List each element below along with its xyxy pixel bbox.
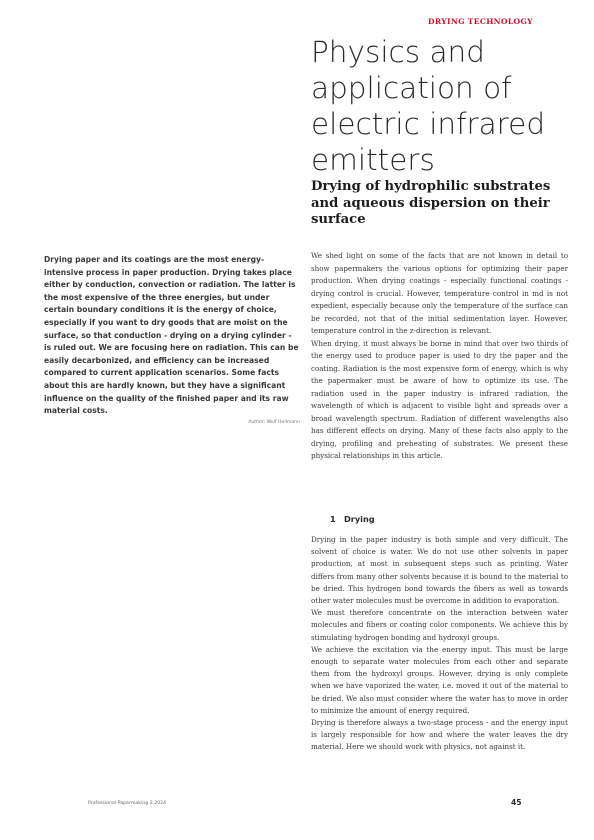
article-title: Physics and application of electric infrared emitters (311, 35, 546, 177)
body-paragraph: We achieve the excitation via the energy input. This must be large enough to separate water molecules from each other and separate them from the hydroxyl groups. However, drying is only complete when we have vaporized the water, i.e. moved it out of the material to be dried. We also must consider where the water has to move in order to minimize the amount of energy required. (311, 644, 568, 715)
body-paragraph: Drying in the paper industry is both simple and very difficult. The solvent of choice is water. We do not use other solvents in paper production, at most in subsequent steps such as printing. Water differs from many other solvents because it is bound to the material to be dried. This hydrogen bond towards the fibers as well as towards other water molecules must be overcome in addition to evaporation. (311, 535, 568, 606)
section-number: 1 (330, 514, 336, 524)
intro-paragraph: We shed light on some of the facts that are not known in detail to show papermakers the various options for optimizing their paper production. When drying coatings - especially functional coatings - drying control is crucial. However, temperature control in md is not expedient, especially because only the temperature of the surface can be recorded, not that of the initial sedimentation layer. However, temperature control in the z-direction is relevant. (311, 251, 568, 335)
body-paragraph: Drying is therefore always a two-stage process - and the energy input is largely responsible for how and where the water leaves the dry material. Here we should work with physics, not against it. (311, 718, 568, 752)
section-heading-text: Drying (344, 514, 375, 524)
section-tag: DRYING TECHNOLOGY (428, 17, 533, 26)
journal-footer: Professional Papermaking 2.2024 (88, 801, 167, 806)
intro-paragraph: When drying, it must always be borne in mind that over two thirds of the energy used to produce paper is used to dry the paper and the coating. Radiation is the most expensive form of energy, which is why the papermaker must be aware of how to optimize its use. The radiation used in the paper industry is infrared radiation, the wavelength of which is adjacent to visible light and spreads over a broad wavelength spectrum. Radiation of different wavelengths also has different effects on drying. Many of these facts also apply to the drying, profiling and preheating of substrates. We present these physical relationships in this article. (311, 338, 568, 460)
lead-paragraph: Drying paper and its coatings are the most energy-intensive process in paper production. Drying takes place either by conduction, convection or radiation. The latter is the most expensive of the three energies, but under certain boundary conditions it is the energy of choice, especially if you want to dry goods that are moist on the surface, so that conduction - drying on a drying cylinder - is ruled out. We are focusing here on radiation. This can be easily decarbonized, and efficiency can be increased compared to current application scenarios. Some facts about this are hardly known, but they have a significant influence on the quality of the finished paper and its raw material costs. (44, 255, 299, 416)
article-subtitle: Drying of hydrophilic substrates and aqueous dispersion on their surface (311, 179, 551, 227)
body-paragraph: We must therefore concentrate on the interaction between water molecules and fibers or coating color components. We achieve this by stimulating hydrogen bonding and hydroxyl groups. (311, 608, 568, 642)
page-number: 45 (511, 798, 522, 807)
section-text-column (311, 534, 568, 754)
section-heading (330, 514, 375, 524)
author-credit: Author: Wolf Hellmann (248, 420, 300, 425)
intro-text-column (311, 250, 568, 463)
